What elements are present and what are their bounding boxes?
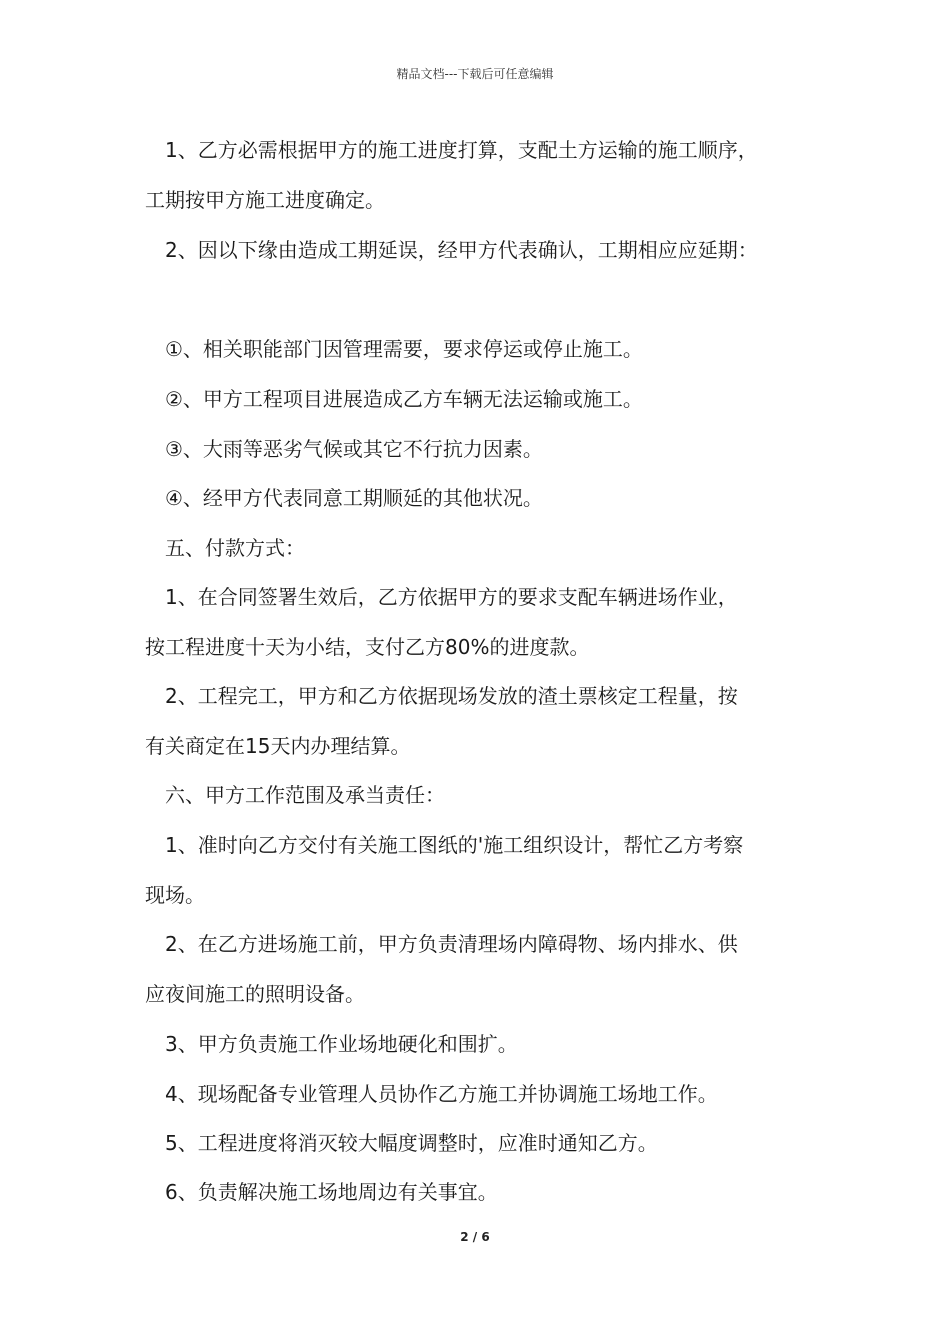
paragraph-line: 6、负责解决施工场地周边有关事宜。 — [165, 1180, 498, 1204]
paragraph-line: 工期按甲方施工进度确定。 — [145, 188, 385, 212]
list-item: ③、大雨等恶劣气候或其它不行抗力因素。 — [165, 437, 543, 461]
page-header: 精品文档---下载后可任意编辑 — [396, 67, 554, 81]
list-item: ④、经甲方代表同意工期顺延的其他状况。 — [165, 486, 543, 510]
paragraph-line: 1、准时向乙方交付有关施工图纸的'施工组织设计，帮忙乙方考察 — [165, 833, 744, 857]
paragraph-line: 2、在乙方进场施工前，甲方负责清理场内障碍物、场内排水、供 — [165, 932, 738, 956]
page-number: 2 / 6 — [460, 1230, 490, 1244]
paragraph-line: 4、现场配备专业管理人员协作乙方施工并协调施工场地工作。 — [165, 1082, 718, 1106]
paragraph-line: 1、乙方必需根据甲方的施工进度打算，支配土方运输的施工顺序， — [165, 138, 758, 162]
section-heading: 六、甲方工作范围及承当责任： — [165, 783, 445, 807]
list-item: ①、相关职能部门因管理需要，要求停运或停止施工。 — [165, 337, 643, 361]
paragraph-line: 有关商定在15天内办理结算。 — [145, 734, 411, 758]
list-item: ②、甲方工程项目进展造成乙方车辆无法运输或施工。 — [165, 387, 643, 411]
paragraph-line: 应夜间施工的照明设备。 — [145, 982, 365, 1006]
section-heading: 五、付款方式： — [165, 536, 305, 560]
paragraph-line: 5、工程进度将消灭较大幅度调整时，应准时通知乙方。 — [165, 1131, 658, 1155]
paragraph-line: 1、在合同签署生效后，乙方依据甲方的要求支配车辆进场作业， — [165, 585, 738, 609]
paragraph-line: 现场。 — [145, 883, 205, 907]
paragraph-line: 按工程进度十天为小结，支付乙方80%的进度款。 — [145, 635, 590, 659]
paragraph-line: 2、工程完工，甲方和乙方依据现场发放的渣土票核定工程量，按 — [165, 684, 738, 708]
paragraph-line: 2、因以下缘由造成工期延误，经甲方代表确认，工期相应应延期： — [165, 238, 758, 262]
paragraph-line: 3、甲方负责施工作业场地硬化和围扩。 — [165, 1032, 518, 1056]
